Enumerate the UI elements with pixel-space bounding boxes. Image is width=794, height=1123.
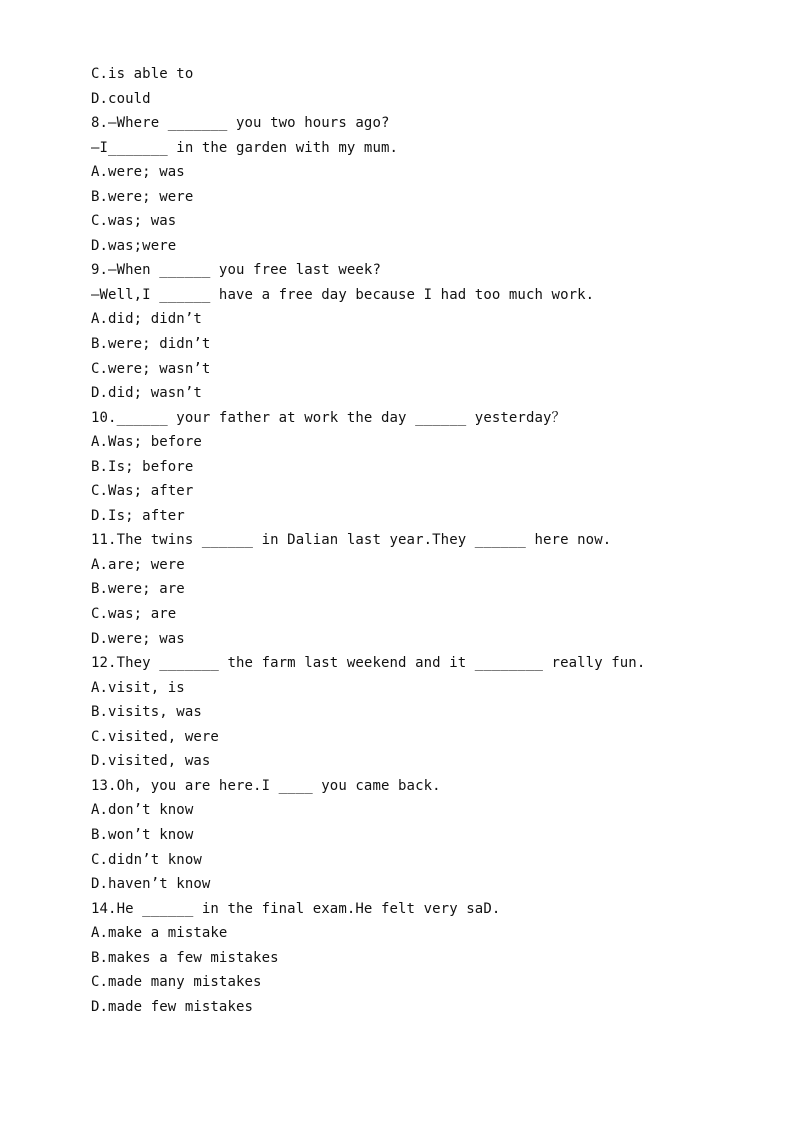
option-b-q12: B.visits, was bbox=[91, 704, 202, 721]
question-8-line-1: 8.—Where _______ you two hours ago? bbox=[91, 115, 390, 132]
option-d-q9: D.did; wasn’t bbox=[91, 385, 202, 402]
question-9-line-2: —Well,I ______ have a free day because I had too much work. bbox=[91, 286, 595, 303]
option-b-q11: B.were; are bbox=[91, 581, 185, 598]
option-a-q11: A.are; were bbox=[91, 556, 185, 573]
question-9-line-1: 9.—When ______ you free last week? bbox=[91, 262, 381, 279]
option-a-q14: A.make a mistake bbox=[91, 925, 228, 942]
option-c-q13: C.didn’t know bbox=[91, 851, 202, 868]
question-11: 11.The twins ______ in Dalian last year.They ______ here now. bbox=[91, 532, 612, 549]
option-c-q10: C.Was; after bbox=[91, 483, 194, 500]
question-13: 13.Oh, you are here.I ____ you came back. bbox=[91, 777, 441, 794]
option-b-q13: B.won’t know bbox=[91, 826, 194, 843]
option-a-q13: A.don’t know bbox=[91, 802, 194, 819]
option-c-q9: C.were; wasn’t bbox=[91, 360, 211, 377]
option-c-q8: C.was; was bbox=[91, 213, 177, 230]
option-d-q12: D.visited, was bbox=[91, 753, 211, 770]
option-c-q11: C.was; are bbox=[91, 606, 177, 623]
question-10: 10.______ your father at work the day ______ yesterday？ bbox=[91, 409, 566, 426]
option-b-q10: B.Is; before bbox=[91, 458, 194, 475]
document-page bbox=[91, 62, 731, 1019]
option-b-q9: B.were; didn’t bbox=[91, 336, 211, 353]
option-d-q13: D.haven’t know bbox=[91, 876, 211, 893]
option-c-q12: C.visited, were bbox=[91, 728, 219, 745]
question-12: 12.They _______ the farm last weekend and it ________ really fun. bbox=[91, 655, 646, 672]
option-a-q12: A.visit, is bbox=[91, 679, 185, 696]
option-c-q7: C.is able to bbox=[91, 66, 194, 82]
option-d-q7: D.could bbox=[91, 90, 151, 107]
option-a-q8: A.were; was bbox=[91, 164, 185, 181]
option-b-q14: B.makes a few mistakes bbox=[91, 949, 279, 966]
question-14: 14.He ______ in the final exam.He felt very saD. bbox=[91, 900, 501, 917]
option-a-q9: A.did; didn’t bbox=[91, 311, 202, 328]
option-b-q8: B.were; were bbox=[91, 188, 194, 205]
question-8-line-2: —I_______ in the garden with my mum. bbox=[91, 139, 399, 156]
option-c-q14: C.made many mistakes bbox=[91, 974, 262, 991]
option-d-q14: D.made few mistakes bbox=[91, 998, 254, 1015]
option-d-q11: D.were; was bbox=[91, 630, 185, 647]
option-d-q8: D.was;were bbox=[91, 237, 177, 254]
option-d-q10: D.Is; after bbox=[91, 507, 185, 524]
option-a-q10: A.Was; before bbox=[91, 434, 202, 451]
